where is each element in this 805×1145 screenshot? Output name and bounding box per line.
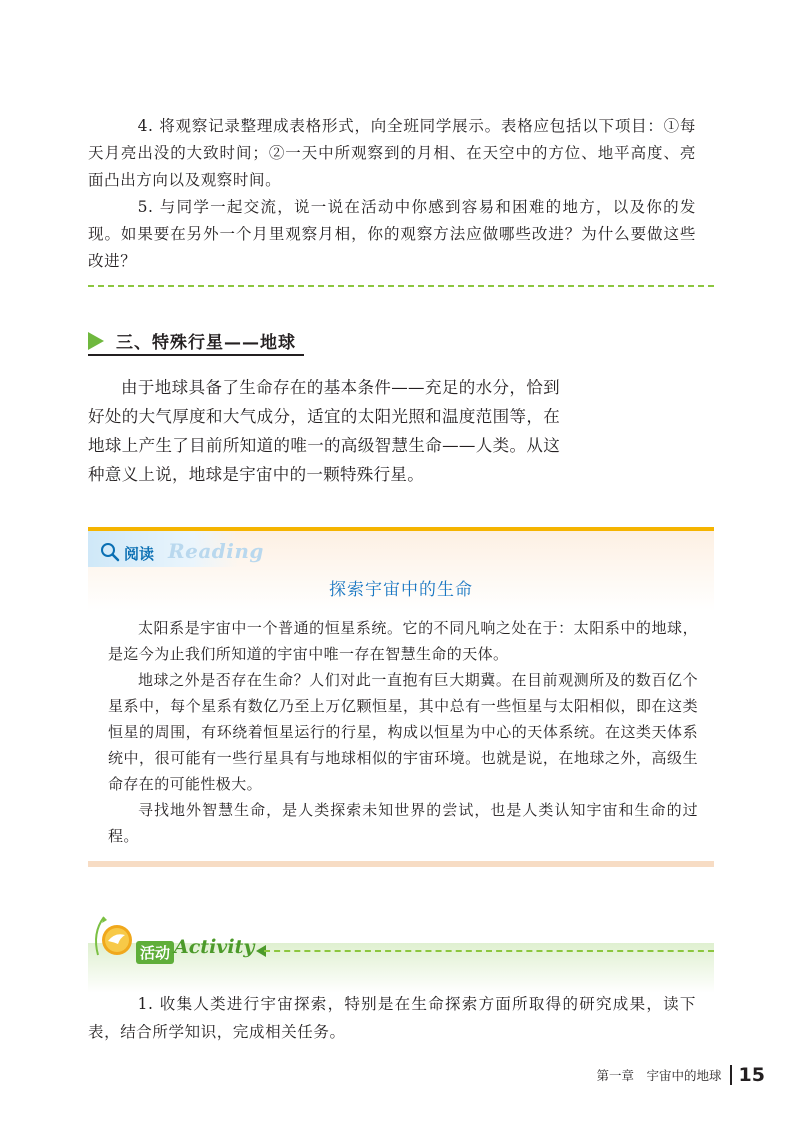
reading-label: 阅读 <box>124 545 155 563</box>
activity-item-1: 1. 收集人类进行宇宙探索，特别是在生命探索方面所取得的研究成果，读下表，结合所学知识，完成相关任务。 <box>88 995 696 1041</box>
triangle-marker-icon <box>88 332 104 350</box>
reading-title: 探索宇宙中的生命 <box>329 580 473 600</box>
reading-tab <box>88 531 264 567</box>
activity-item-4: 4. 将观察记录整理成表格形式，向全班同学展示。表格应包括以下项目：①每天月亮出没的大致时间；②一天中所观察到的月相、在天空中的方位、地平高度、亮面凸出方向以及观察时间。 <box>88 117 696 189</box>
page-number: 15 <box>738 1064 765 1086</box>
reading-paragraph: 寻找地外智慧生命，是人类探索未知世界的尝试，也是人类认知宇宙和生命的过程。 <box>108 801 698 845</box>
section-paragraph <box>88 373 560 489</box>
top-items <box>88 113 696 275</box>
reading-box <box>88 527 714 867</box>
reading-paragraph: 太阳系是宇宙中一个普通的恒星系统。它的不同凡响之处在于：太阳系中的地球，是迄今为止我们所知道的宇宙中唯一存在智慧生命的天体。 <box>108 619 698 663</box>
activity-item-5: 5. 与同学一起交流，说一说在活动中你感到容易和困难的地方，以及你的发现。如果要在另外一个月里观察月相，你的观察方法应做哪些改进？为什么要做这些改进？ <box>88 198 696 270</box>
page-footer <box>597 1064 765 1088</box>
activity-body <box>88 990 696 1046</box>
activity-header <box>88 905 714 985</box>
reading-body <box>108 615 698 849</box>
footer-separator <box>730 1065 732 1085</box>
section-body-text: 由于地球具备了生命存在的基本条件——充足的水分，恰到好处的大气厚度和大气成分，适宜的太阳光照和温度范围等，在地球上产生了目前所知道的唯一的高级智慧生命——人类。从这种意义上说，地球是宇宙中的一颗特殊行星。 <box>88 378 560 484</box>
section-title: 三、特殊行星——地球 <box>116 333 296 353</box>
activity-label: 活动 <box>136 941 174 964</box>
section-divider <box>88 285 714 287</box>
section-title-underline <box>88 354 304 356</box>
reading-bottom-bar <box>88 861 714 867</box>
magnifier-icon <box>100 542 120 562</box>
activity-label-en: Activity <box>174 936 255 958</box>
activity-dashed-line <box>264 950 714 952</box>
chapter-title: 第一章 宇宙中的地球 <box>596 1068 722 1083</box>
reading-label-en: Reading <box>168 539 264 563</box>
dove-badge-icon <box>90 911 140 961</box>
reading-paragraph: 地球之外是否存在生命？人们对此一直抱有巨大期冀。在目前观测所及的数百亿个星系中，每个星系有数亿乃至上万亿颗恒星，其中总有一些恒星与太阳相似，即在这类恒星的周围，有环绕着恒星运行的行星，构成以恒星为中心的天体系统。在这类天体系统中，很可能有一些行星具有与地球相似的宇宙环境。也就是说，在地球之外，高级生命存在的可能性极大。 <box>108 671 698 793</box>
